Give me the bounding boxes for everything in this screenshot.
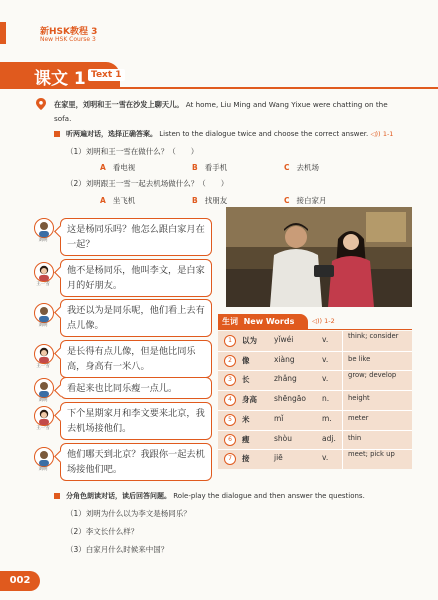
person-icon (35, 407, 53, 425)
word-row (218, 390, 412, 410)
person-icon (35, 448, 53, 466)
person-icon (35, 219, 53, 237)
avatar-liu-ming (34, 218, 54, 238)
dialogue-bubble: 看起来也比同乐瘦一点儿。 (60, 377, 212, 399)
word-pos: n. (322, 394, 330, 404)
speaker-name: 刘明 (38, 238, 48, 243)
option-text: 看电视 (112, 163, 136, 172)
new-words-rule (218, 329, 412, 330)
avatar-wang-yixue (34, 344, 54, 364)
word-pinyin: xiàng (274, 354, 295, 364)
word-number: 5 (224, 414, 236, 426)
word-hanzi: 接 (242, 454, 250, 464)
audio-track: 1-1 (382, 130, 394, 138)
scene-intro (54, 98, 399, 126)
speaker-name: 王一雪 (36, 426, 50, 431)
word-pos: v. (322, 453, 329, 463)
word-hanzi: 瘦 (242, 434, 250, 444)
word-meaning: be like (348, 354, 371, 363)
section-square-icon (54, 131, 60, 137)
option-text: 找朋友 (204, 196, 228, 205)
option-letter: A (100, 163, 106, 172)
word-pinyin: jiē (274, 453, 283, 463)
location-pin-icon (36, 98, 46, 110)
person-icon (35, 345, 53, 363)
word-row (218, 430, 412, 450)
word-row (218, 370, 412, 390)
word-row (218, 449, 412, 469)
dialogue-bubble: 我还以为是同乐呢，他们看上去有点儿像。 (60, 299, 212, 337)
word-pos: v. (322, 354, 329, 364)
new-words-title-en: New Words (243, 317, 295, 326)
word-hanzi: 以为 (242, 336, 257, 345)
word-hanzi: 身高 (242, 395, 257, 405)
word-meaning: thin (348, 433, 362, 442)
option-2b (192, 195, 227, 206)
person-icon (35, 263, 53, 281)
new-words-title (222, 316, 294, 327)
avatar-wang-yixue (34, 406, 54, 426)
word-hanzi: 米 (242, 414, 250, 424)
book-title: 新HSK教程 3 (40, 27, 98, 37)
book-subtitle: New HSK Course 3 (40, 36, 96, 43)
word-pos: adj. (322, 433, 336, 443)
avatar-wang-yixue (34, 262, 54, 282)
avatar-liu-ming (34, 378, 54, 398)
option-letter: C (284, 196, 290, 205)
word-number: 3 (224, 374, 236, 386)
question-2: （2）刘明跟王一雪一起去机场做什么？（ ） (66, 179, 229, 188)
section-square-icon (54, 493, 60, 499)
word-row (218, 410, 412, 430)
option-text: 看手机 (204, 163, 228, 172)
new-words-title-cn: 生词 (222, 317, 238, 326)
word-pinyin: yǐwéi (274, 335, 294, 344)
avatar-liu-ming (34, 447, 54, 467)
option-2a (100, 195, 135, 206)
roleplay-instruction (66, 491, 365, 501)
word-pinyin: shēngāo (274, 394, 306, 404)
word-row (218, 351, 412, 371)
person-icon (35, 304, 53, 322)
roleplay-question: （1）刘明为什么以为李文是杨同乐？ (66, 509, 191, 518)
word-pos: v. (322, 374, 329, 384)
person-icon (35, 379, 53, 397)
word-pinyin: shòu (274, 433, 293, 443)
option-1a (100, 162, 135, 173)
word-hanzi: 长 (242, 375, 250, 385)
word-meaning: meter (348, 413, 369, 422)
speaker-name: 王一雪 (36, 282, 50, 287)
dialogue-bubble: 这是杨同乐吗？他怎么跟白家月在一起？ (60, 218, 212, 256)
scene-intro-cn: 在家里，刘明和王一雪在沙发上聊天儿。 (54, 100, 184, 109)
page-number: 002 (0, 571, 40, 591)
speaker-name: 刘明 (38, 323, 48, 328)
option-letter: C (284, 163, 290, 172)
word-meaning: grow; develop (348, 371, 397, 380)
new-words-audio (312, 317, 335, 325)
word-pinyin: zhǎng (274, 374, 297, 384)
dialogue-bubble: 是长得有点儿像，但是他比同乐高，身高有一米八。 (60, 340, 212, 378)
option-2c (284, 195, 327, 206)
speaker-name: 刘明 (38, 398, 48, 403)
avatar-liu-ming (34, 303, 54, 323)
listening-instruction (66, 129, 393, 139)
question-1: （1）刘明和王一雪在做什么？（ ） (66, 147, 199, 156)
audio-icon[interactable]: ◁)) (312, 317, 323, 325)
roleplay-instruction-en: Role-play the dialogue and then answer the questions. (173, 492, 365, 500)
lesson-title: 课文 1 (34, 69, 86, 89)
roleplay-instruction-cn: 分角色朗读对话，读后回答问题。 (66, 492, 171, 500)
option-1b (192, 162, 227, 173)
word-pos: v. (322, 335, 329, 344)
option-letter: B (192, 196, 198, 205)
scene-intro-en: At home, Liu Ming and Wang Yixue were chatting on the sofa. (54, 100, 388, 123)
header-accent-bar (0, 22, 6, 44)
word-number: 7 (224, 453, 236, 465)
word-number: 1 (224, 335, 236, 347)
option-letter: B (192, 163, 198, 172)
word-meaning: meet; pick up (348, 450, 395, 459)
dialogue-bubble: 下个星期家月和李文要来北京，我去机场接他们。 (60, 402, 212, 440)
dialogue-bubble: 他不是杨同乐，他叫李文，是白家月的好朋友。 (60, 259, 212, 297)
speaker-name: 刘明 (38, 467, 48, 472)
word-number: 2 (224, 355, 236, 367)
dialogue-bubble: 他们哪天到北京？我跟你一起去机场接他们吧。 (60, 443, 212, 481)
roleplay-question: （3）白家月什么时候来中国？ (66, 545, 169, 554)
option-text: 坐飞机 (112, 196, 136, 205)
listening-instruction-en: Listen to the dialogue twice and choose the correct answer. (159, 130, 369, 138)
lesson-title-en: Text 1 (88, 69, 125, 81)
word-row (218, 331, 412, 351)
word-meaning: height (348, 394, 370, 403)
roleplay-question: （2）李文长什么样？ (66, 527, 139, 536)
option-text: 去机场 (296, 163, 320, 172)
option-1c (284, 162, 319, 173)
speaker-name: 王一雪 (36, 364, 50, 369)
word-number: 6 (224, 434, 236, 446)
word-pos: m. (322, 413, 332, 423)
couple-photo (226, 207, 412, 307)
audio-track: 1-2 (324, 317, 335, 325)
option-letter: A (100, 196, 106, 205)
word-hanzi: 像 (242, 355, 250, 365)
word-meaning: think; consider (348, 332, 399, 340)
option-text: 接白家月 (296, 196, 327, 205)
new-words-table (218, 331, 412, 469)
audio-icon[interactable]: ◁)) (370, 130, 381, 138)
listening-instruction-cn: 听两遍对话，选择正确答案。 (66, 130, 157, 138)
word-number: 4 (224, 394, 236, 406)
word-pinyin: mǐ (274, 413, 284, 423)
